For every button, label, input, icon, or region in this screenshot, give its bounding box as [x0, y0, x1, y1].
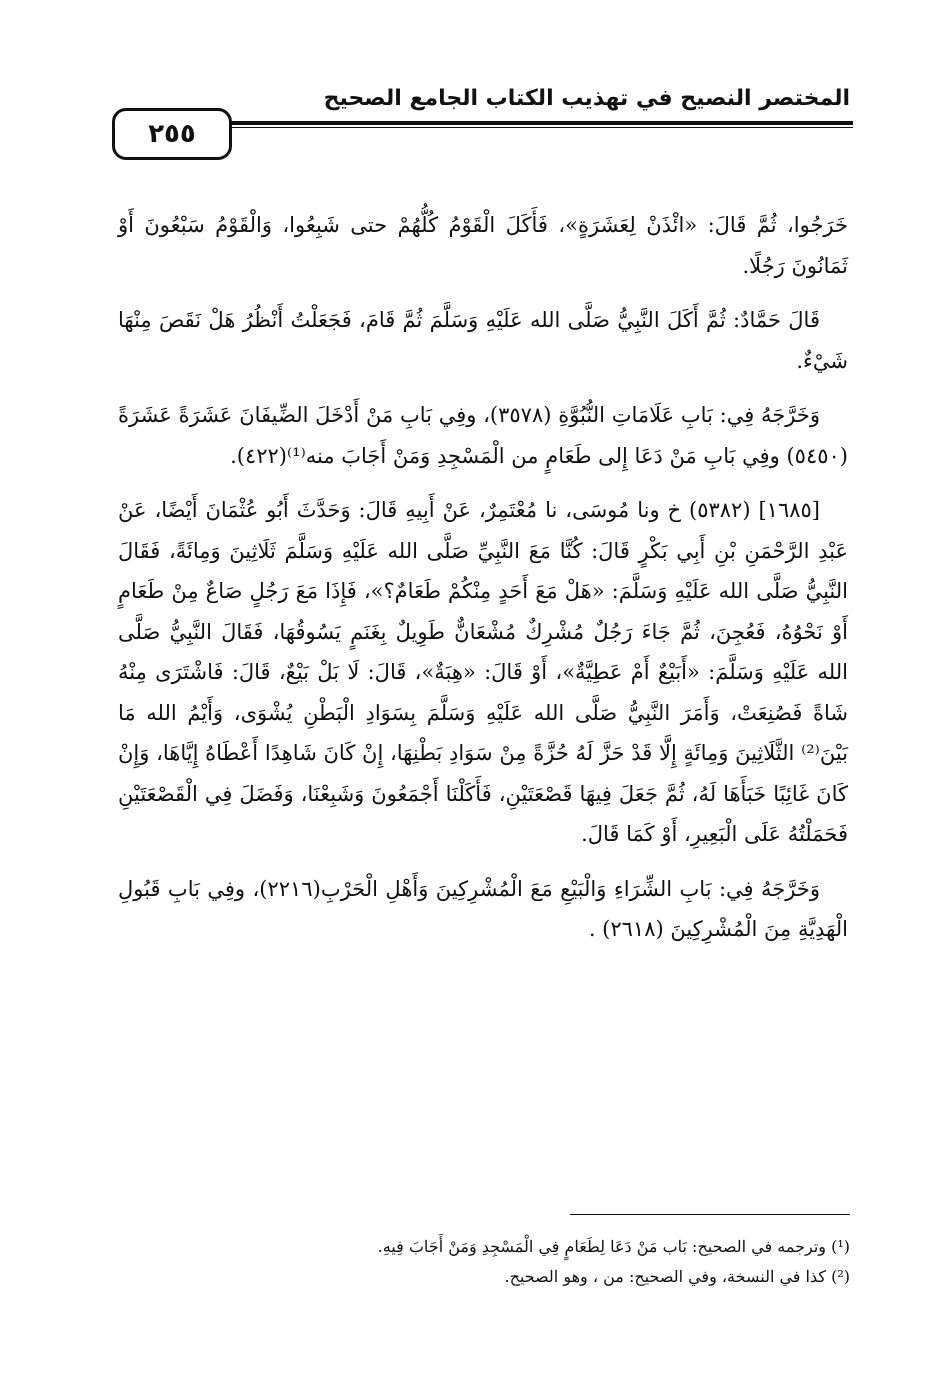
paragraph-hammad: قَالَ حَمَّادٌ: ثُمَّ أَكَلَ النَّبِيُّ صَلَّى الله عَلَيْهِ وَسَلَّمَ ثُمَّ قَامَ، فَجَعَلْتُ أَنْظُرُ هَلْ نَقَصَ مِنْهَا شَيْءٌ. [118, 308, 848, 373]
running-header-title: المختصر النصيح في تهذيب الكتاب الجامع الصحيح [323, 86, 850, 111]
paragraph-continuation: خَرَجُوا، ثُمَّ قَالَ: «ائْذَنْ لِعَشَرَةٍ»، فَأَكَلَ الْقَوْمُ كُلُّهُمْ حتى شَبِعُوا، وَالْقَوْمُ سَبْعُونَ أَوْ ثَمَانُونَ رَجُلًا. [118, 213, 848, 278]
footnote-2: (²) كذا في النسخة، وفي الصحيح: من ، وهو الصحيح. [504, 1267, 850, 1286]
header-rule [228, 121, 853, 125]
paragraph-takhrij-1: وَخَرَّجَهُ فِي: بَابِ عَلَامَاتِ النُّبُوَّةِ (٣٥٧٨)، وفِي بَابِ مَنْ أَدْخَلَ الضِّيفَانَ عَشَرَةً عَشَرَةً (٥٤٥٠) وفِي بَابِ مَنْ دَعَا إِلى طَعَامٍ من الْمَسْجِدِ وَمَنْ أَجَابَ منه⁽¹⁾(٤٢٢). [118, 403, 848, 468]
footnote-separator [570, 1214, 850, 1215]
header-rule-thin [228, 127, 853, 128]
page-number-box [112, 108, 232, 160]
footnotes [300, 1232, 850, 1292]
footnote-1: (¹) وترجمه في الصحيح: بَاب مَنْ دَعَا لِطَعَامٍ فِي الْمَسْجِدِ وَمَنْ أَجَابَ فِيهِ. [377, 1237, 850, 1256]
page-number: ٢٥٥ [148, 119, 196, 149]
paragraph-hadith-1685: [١٦٨٥] (٥٣٨٢) خ ونا مُوسَى، نا مُعْتَمِرٌ، عَنْ أَبِيهِ قَالَ: وَحَدَّثَ أَبُو عُثْمَانَ أَيْضًا، عَنْ عَبْدِ الرَّحْمَنِ بْنِ أَبِي بَكْرٍ قَالَ: كُنَّا مَعَ النَّبِيِّ صَلَّى الله عَلَيْهِ وَسَلَّمَ ثَلَاثِينَ وَمِائَةً، فَقَالَ النَّبِيُّ صَلَّى الله عَلَيْهِ وَسَلَّمَ: «هَلْ مَعَ أَحَدٍ مِنْكُمْ طَعَامٌ؟»، فَإِذَا مَعَ رَجُلٍ صَاعٌ مِنْ طَعَامٍ أَوْ نَحْوُهُ، فَعُجِنَ، ثُمَّ جَاءَ رَجُلٌ مُشْرِكٌ مُشْعَانٌّ طَوِيلٌ بِغَنَمٍ يَسُوقُهَا، فَقَالَ النَّبِيُّ صَلَّى الله عَلَيْهِ وَسَلَّمَ: «أَبَيْعٌ أَمْ عَطِيَّةٌ»، أَوْ قَالَ: «هِبَةٌ»، قَالَ: لَا بَلْ بَيْعٌ، قَالَ: فَاشْتَرَى مِنْهُ شَاةً فَصُنِعَتْ، وَأَمَرَ النَّبِيُّ صَلَّى الله عَلَيْهِ وَسَلَّمَ بِسَوَادِ الْبَطْنِ يُشْوَى، وَأَيْمُ الله مَا بَيْنَ⁽²⁾ الثَّلَاثِينَ وَمِائَةٍ إِلَّا قَدْ حَزَّ لَهُ حُزَّةً مِنْ سَوَادِ بَطْنِهَا، إِنْ كَانَ شَاهِدًا أَعْطَاهُ إِيَّاهَا، وَإِنْ كَانَ غَائِبًا خَبَأَهَا لَهُ، ثُمَّ جَعَلَ فِيهَا قَصْعَتَيْنِ، فَأَكَلْنَا أَجْمَعُونَ وَشَبِعْنَا، وَفَضَلَ فِي الْقَصْعَتَيْنِ فَحَمَلْتُهُ عَلَى الْبَعِيرِ، أَوْ كَمَا قَالَ. [118, 498, 848, 846]
page-body [118, 205, 848, 964]
paragraph-takhrij-2: وَخَرَّجَهُ فِي: بَابِ الشِّرَاءِ وَالْبَيْعِ مَعَ الْمُشْرِكِينَ وَأَهْلِ الْحَرْبِ(٢٢١٦)، وفِي بَابِ قَبُولِ الْهَدِيَّةِ مِنَ الْمُشْرِكِينَ (٢٦١٨) . [118, 876, 848, 941]
